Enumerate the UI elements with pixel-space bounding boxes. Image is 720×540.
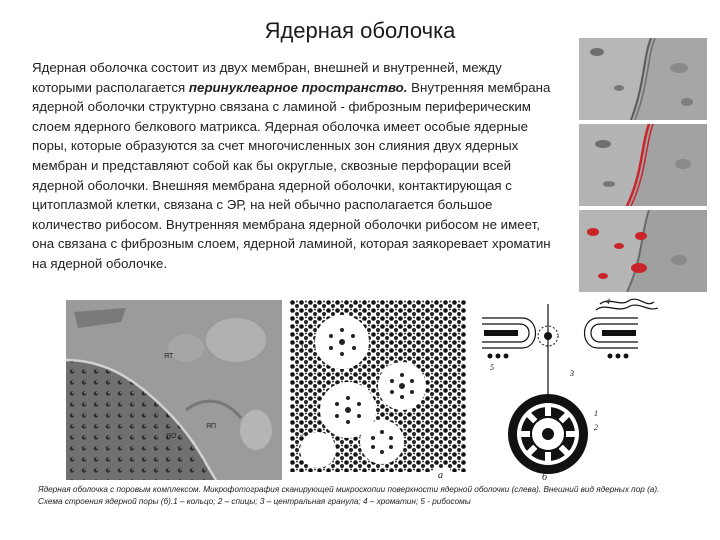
panel-b-number-5: 5 (490, 363, 494, 372)
panel-b-number-3: 3 (570, 369, 574, 378)
micrograph-top (579, 38, 707, 120)
sem-micrograph-svg (66, 300, 282, 480)
body-paragraph (32, 58, 562, 274)
body-text-emphasis: перинуклеарное пространство. (188, 79, 408, 95)
panel-b-number-2: 2 (594, 423, 598, 432)
panel-a-number-1: 1 (300, 343, 304, 352)
panel-a-letter: а (438, 470, 443, 481)
sem-label-1: ЯТ (164, 353, 174, 360)
panel-a-number-5: 5 (300, 429, 304, 438)
micrograph-bottom (579, 210, 707, 292)
panel-b-number-4: 4 (606, 297, 610, 306)
pore-panel-b (470, 296, 690, 482)
body-text-part2: Внутренняя мембрана ядерной оболочки структурно связана с ламиной - фиброзным периферическим слоем ядерного белкового матрикса. Ядерная оболочка имеет особые ядерные поры, которые образуются за счет многочисленных зон слияния двух ядерных мембран и представляют собой как бы округлые, сквозные перфорации всей ядерной оболочки. Внешняя мембрана ядерной оболочки, контактирующая с цитоплазмой клетки, связана с ЭР, на ней обычно располагается большое количество рибосом. Внутренняя мембрана ядерной оболочки рибосом не имеет, она связана с фиброзным слоем, ядерной ламиной, которая заякоревает хроматин на ядерной оболочке. (32, 79, 551, 271)
micrograph-bottom-svg (579, 210, 707, 292)
panel-b-number-1: 1 (594, 409, 598, 418)
sem-micrograph (66, 300, 282, 480)
micrograph-middle (579, 124, 707, 206)
slide-title: Ядерная оболочка (264, 18, 456, 43)
sem-label-2: ЯО (166, 433, 177, 440)
pore-panel-a (290, 300, 466, 482)
pore-panel-b-svg (470, 296, 690, 482)
pore-panel-a-svg (290, 300, 466, 482)
sem-label-3: ЯП (206, 423, 217, 430)
micrograph-top-svg (579, 38, 707, 120)
micrograph-middle-svg (579, 124, 707, 206)
panel-b-letter: б (542, 472, 548, 482)
figure-caption: Ядерная оболочка с поровым комплексом. Микрофотография сканирующей микроскопии поверхности ядерной оболочки (слева). Внешний вид ядерных пор (а). Схема строения ядерной поры (б).1 – кольцо; 2 – спицы; 3 – центральная гранула; 4 – хроматин; 5 - рибосомы (38, 485, 660, 506)
body-text-part1: Ядерная оболочка состоит из двух мембран, внешней и внутренней, между которыми располагается (32, 60, 502, 95)
